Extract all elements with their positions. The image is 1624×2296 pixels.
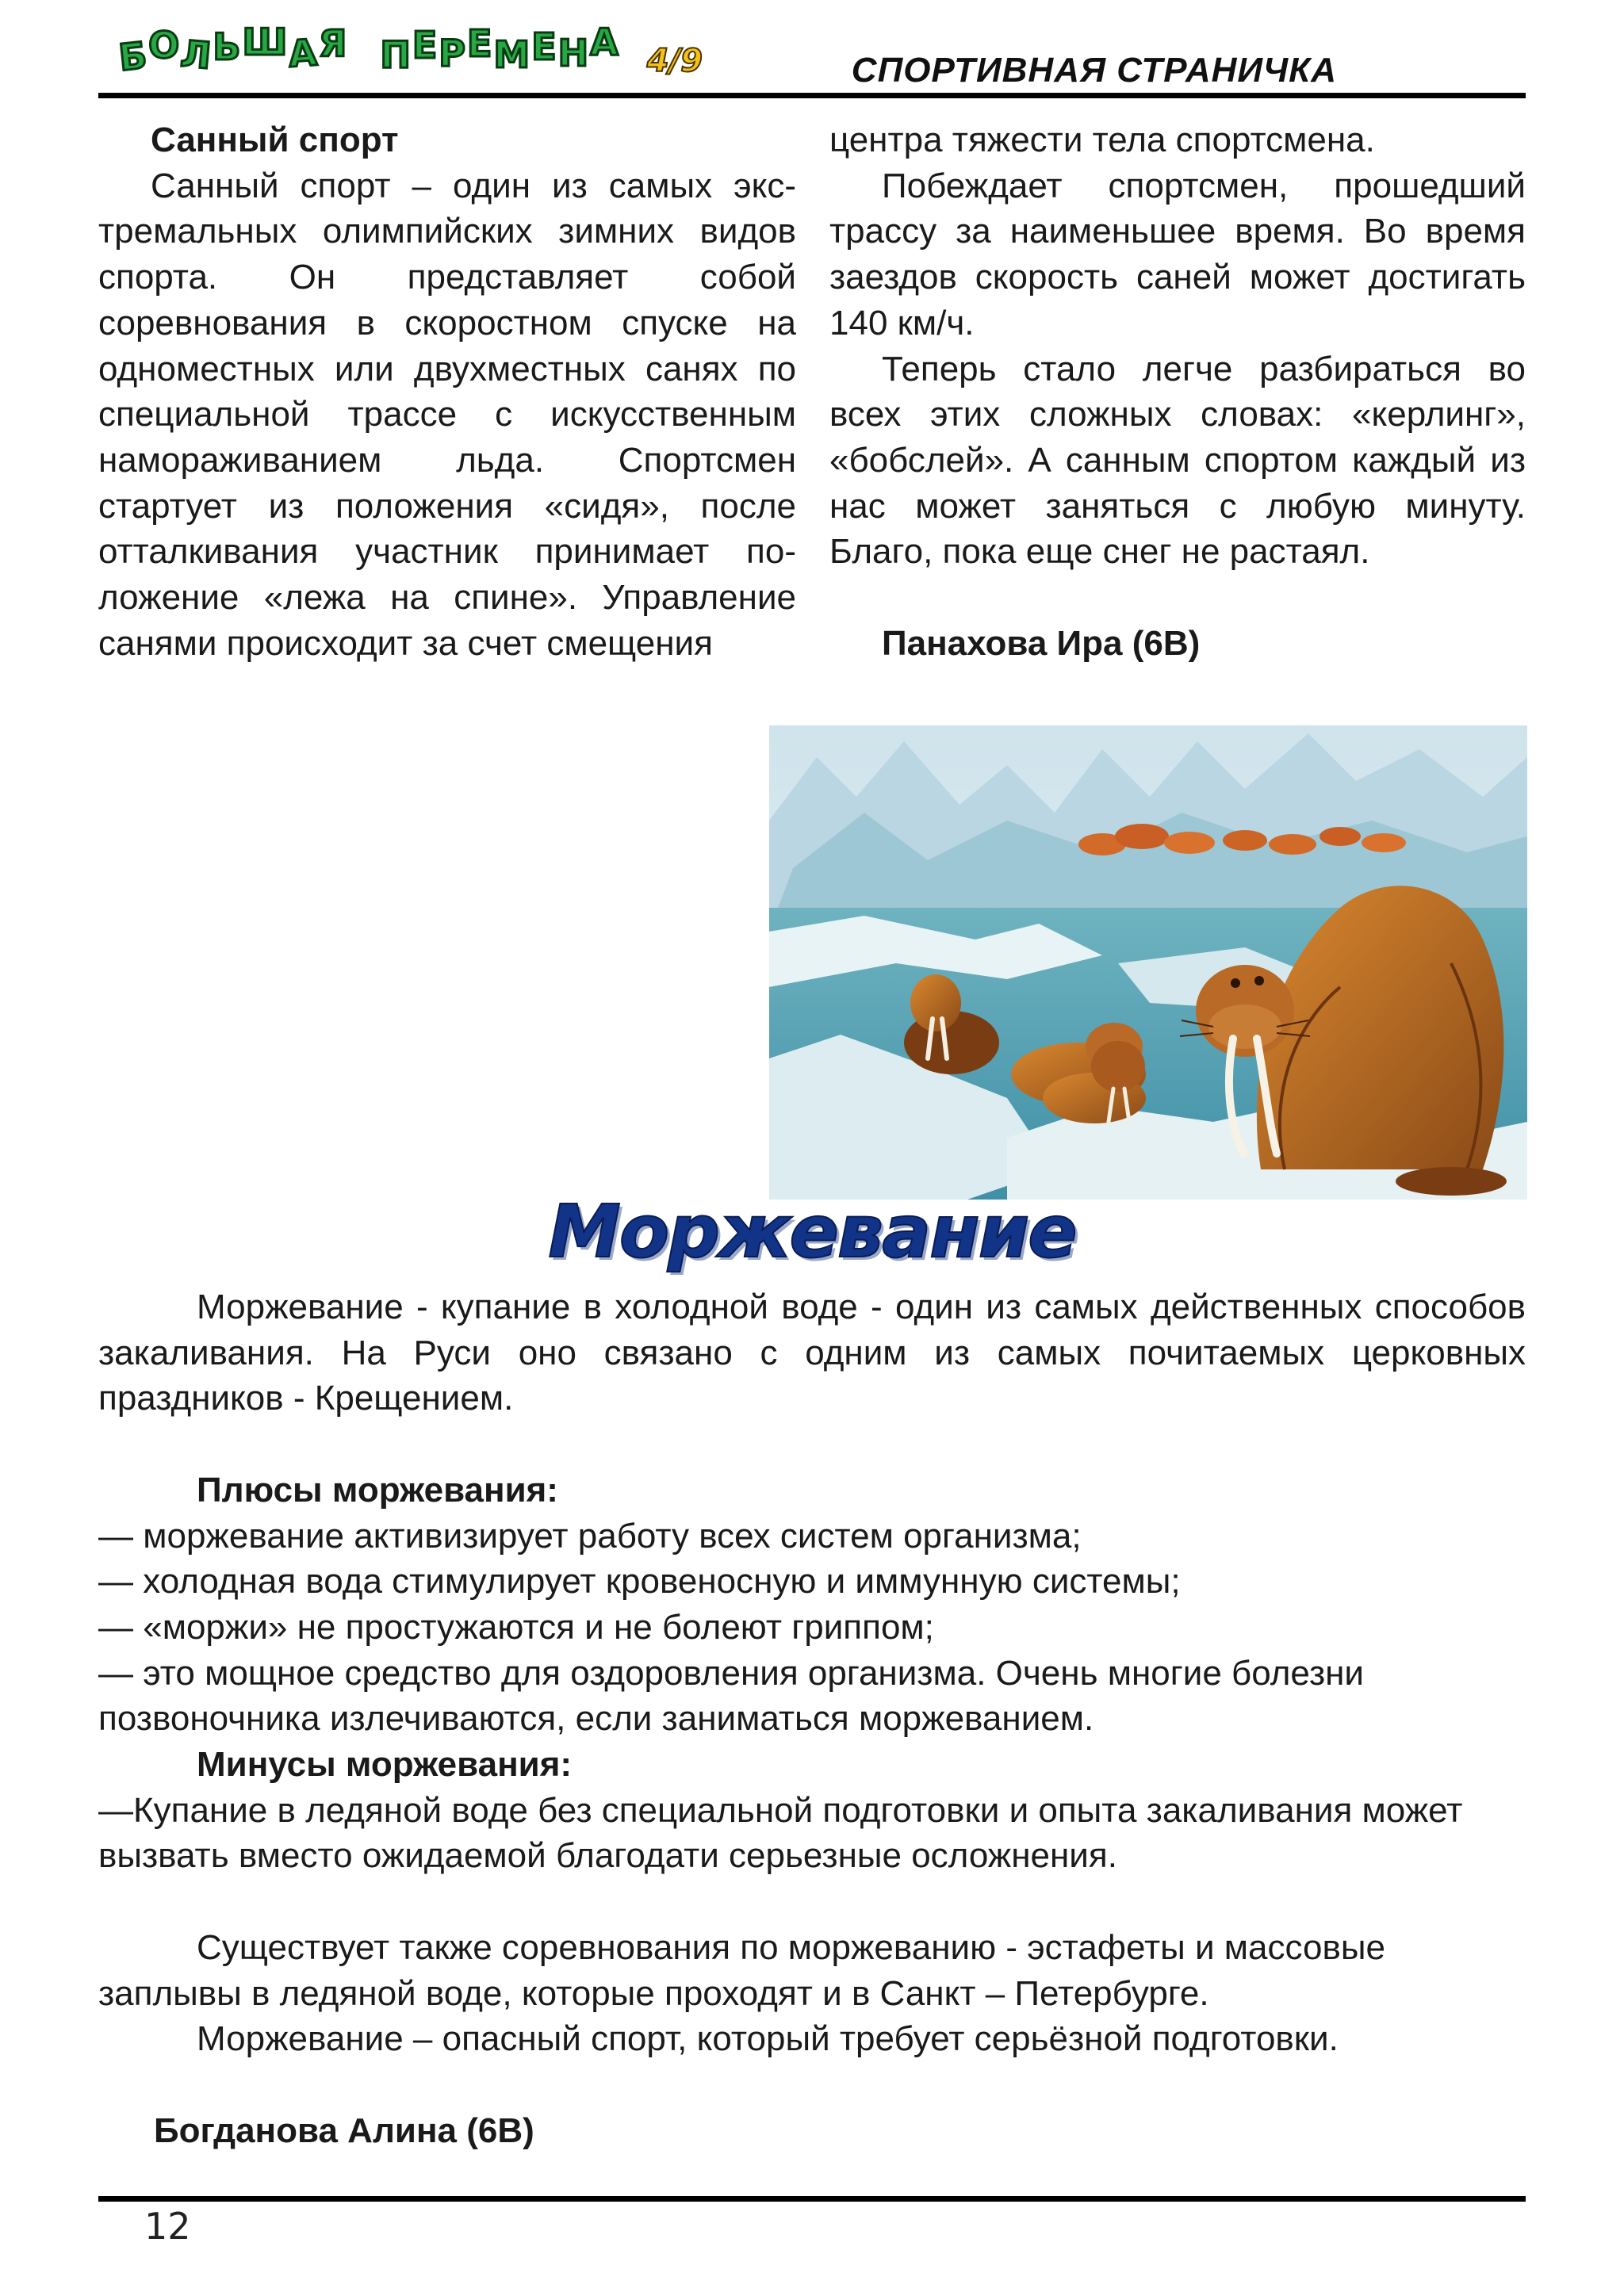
pros-item: — моржевание активизирует работу всех систем организма;	[98, 1516, 1082, 1556]
pros-heading: Плюсы моржевания:	[197, 1470, 558, 1510]
logo-letter: Я	[318, 22, 349, 65]
article1-right-p1: центра тяжести тела спортсмена.	[829, 121, 1375, 159]
walrus-illustration	[769, 725, 1527, 1200]
logo-letter: А	[287, 30, 320, 76]
article1-right-column	[829, 117, 1526, 666]
pros-item: — это мощное средство для оздоровления организма. Очень многие болезни позвоночника излечиваются, если заниматься моржеванием.	[98, 1653, 1364, 1739]
logo-letter: Е	[531, 25, 558, 68]
article2-body	[98, 1284, 1526, 2153]
logo-letter: Л	[178, 32, 215, 78]
article1-left-text: Санный спорт – один из самых экстремальных олимпийских зимних видов спорта. Он представляет собой соревнования в скоростном спуске на одноместных или двухместных санях по специальной трассе с искусственным намораживанием льда. Спортсмен стартует из положения «сидя», после отталкивания участник принимает положение «лежа на спине». Управление санями происходит за счет смещения	[98, 166, 796, 663]
article2-intro: Моржевание - купание в холодной воде - один из самых действенных способов закаливания. На Руси оно связано с одним из самых почитаемых церковных праздников - Крещением.	[98, 1288, 1526, 1418]
logo-letter: Ь	[213, 25, 243, 68]
issue-number: 4/9	[646, 43, 703, 79]
article2-author: Богданова Алина (6В)	[154, 2110, 534, 2150]
article1-right-p3: Теперь стало легче разбираться во всех этих сложных словах: «керлинг», «бобслей». А санным спортом каждый из нас может заняться с любую минуту. Благо, пока еще снег не растаял.	[829, 349, 1526, 572]
masthead-logo	[117, 21, 703, 79]
logo-letter: А	[590, 21, 620, 63]
footer-rule	[98, 2196, 1526, 2202]
pros-item: — холодная вода стимулирует кровеносную и иммунную системы;	[98, 1562, 1181, 1601]
logo-letter: Н	[557, 32, 591, 75]
logo-letter: Е	[412, 24, 439, 67]
article1-right-p2: Побеждает спортсмен, прошедший трассу за наименьшее время. Во время заездов скорость саней может достигать 140 км/ч.	[829, 166, 1526, 342]
logo-letter: Е	[466, 22, 494, 65]
logo-letter: Р	[439, 32, 467, 75]
logo-letter: О	[148, 24, 182, 67]
logo-letter: М	[493, 33, 532, 76]
logo-letter: П	[380, 33, 412, 76]
article1-left-column	[98, 117, 796, 666]
cons-heading: Минусы моржевания:	[197, 1745, 573, 1785]
article2-title: Моржевание	[548, 1189, 1076, 1274]
header-rule	[98, 93, 1526, 98]
article2-danger: Моржевание – опасный спорт, который требует серьёзной подготовки.	[197, 2019, 1339, 2059]
page-number: 12	[144, 2205, 191, 2248]
article1-title: Санный спорт	[151, 121, 399, 159]
article1-author: Панахова Ира (6В)	[882, 623, 1201, 663]
logo-letter: Ш	[242, 21, 289, 63]
cons-item: —Купание в ледяной воде без специальной подготовки и опыта закаливания может вызвать вместо ожидаемой благодати серьезные осложнения.	[98, 1790, 1463, 1876]
section-title: СПОРТИВНАЯ СТРАНИЧКА	[851, 51, 1337, 90]
article2-competitions: Существует также соревнования по моржеванию - эстафеты и массовые заплывы в ледяной воде, которые проходят и в Санкт – Петербурге.	[98, 1927, 1385, 2013]
pros-item: — «моржи» не простужаются и не болеют гриппом;	[98, 1607, 934, 1647]
logo-letter: Б	[117, 33, 151, 79]
